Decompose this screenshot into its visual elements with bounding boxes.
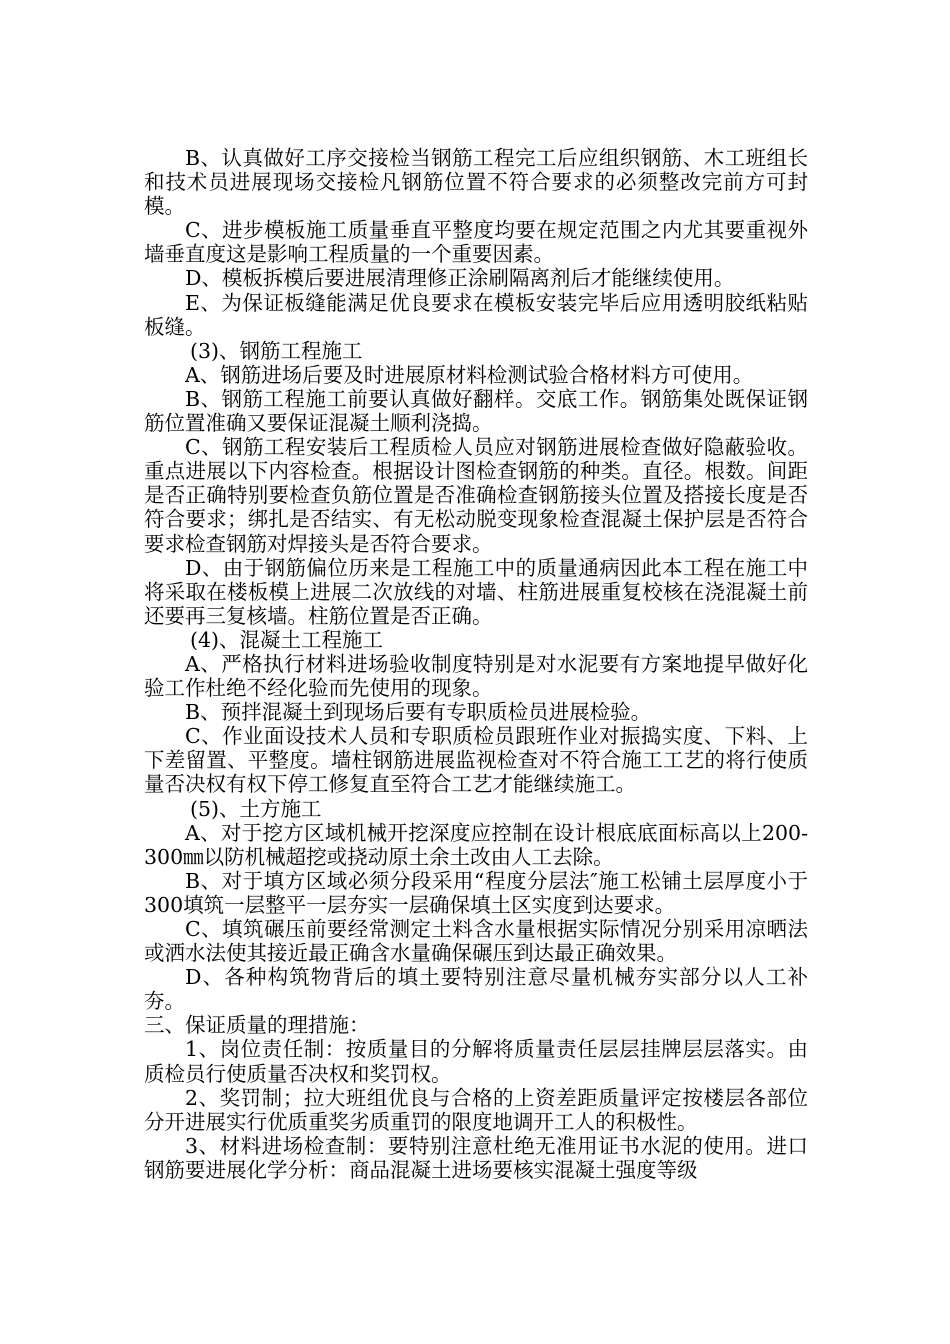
paragraph-b-ready-mix-inspection: B、预拌混凝土到现场后要有专职质检员进展检验。 xyxy=(185,700,652,725)
paragraph-c-onsite-supervision: C、作业面设技术人员和专职质检员跟班作业对振捣实度、下料、上下差留置、平整度。墙柱钢筋进展监视检查对不符合施工工艺的将行使质量否决权有权下停工修复直至符合工艺才能继续施工。 xyxy=(144,724,808,797)
paragraph-a-rebar-arrival: A、钢筋进场后要及时进展原材料检测试验合格材料方可使用。 xyxy=(185,362,754,387)
paragraph-c-compaction: C、填筑碾压前要经常测定土料含水量根据实际情况分别采用凉晒法或洒水法使其接近最正确含水量确保碾压到达最正确效果。 xyxy=(144,917,808,966)
paragraph-d-rebar-offset: D、由于钢筋偏位历来是工程施工中的质量通病因此本工程在施工中将采取在楼板模上进展二次放线的对墙、柱筋进展重复校核在浇混凝土前还要再三复核墙。柱筋位置是否正确。 xyxy=(144,555,808,628)
heading-earthwork: (5)、土方施工 xyxy=(190,796,322,821)
paragraph-b-rebar-layout: B、钢筋工程施工前要认真做好翻样。交底工作。钢筋集处既保证钢筋位置准确又要保证混凝土顺利浇捣。 xyxy=(144,386,808,436)
paragraph-2-reward-penalty: 2、奖罚制；拉大班组优良与合格的上资差距质量评定按楼层各部位分开进展实行优质重奖劣质重罚的限度地调开工人的积极性。 xyxy=(144,1085,808,1134)
paragraph-b-filling: B、对于填方区域必须分段采用“程度分层法″施工松铺土层厚度小于300填筑一层整平一层夯实一层确保填土区实度到达要求。 xyxy=(144,868,808,917)
paragraph-b-handover-inspection: B、认真做好工序交接检当钢筋工程完工后应组织钢筋、木工班组长和技术员进展现场交接检凡钢筋位置不符合要求的必须整改完前方可封模。 xyxy=(144,146,808,219)
heading-rebar-construction: (3)、钢筋工程施工 xyxy=(190,338,363,363)
paragraph-e-board-seams: E、为保证板缝能满足优良要求在模板安装完毕后应用透明胶纸粘贴板缝。 xyxy=(144,290,808,339)
paragraph-3-material-inspection: 3、材料进场检查制：要特别注意杜绝无准用证书水泥的使用。进口钢筋要进展化学分析：商品混凝土进场要核实混凝土强度等级 xyxy=(144,1133,808,1182)
paragraph-a-material-acceptance: A、严格执行材料进场验收制度特别是对水泥要有方案地提早做好化验工作杜绝不经化验而先使用的现象。 xyxy=(144,651,808,701)
paragraph-d-formwork-removal: D、模板拆模后要进展清理修正涂刷隔离剂后才能继续使用。 xyxy=(185,266,735,291)
paragraph-a-excavation: A、对于挖方区域机械开挖深度应控制在设计根底底面标高以上200-300㎜以防机械超挖或挠动原土余土改由人工去除。 xyxy=(144,820,808,869)
paragraph-1-responsibility: 1、岗位责任制：按质量目的分解将质量责任层层挂牌层层落实。由质检员行使质量否决权和奖罚权。 xyxy=(144,1037,808,1086)
paragraph-d-backfill: D、各种构筑物背后的填土要特别注意尽量机械夯实部分以人工补夯。 xyxy=(144,965,808,1014)
heading-concrete-construction: (4)、混凝土工程施工 xyxy=(190,627,384,652)
paragraph-c-formwork-quality: C、进步模板施工质量垂直平整度均要在规定范围之内尤其要重视外墙垂直度这是影响工程质量的一个重要因素。 xyxy=(144,218,808,267)
paragraph-c-rebar-inspection: C、钢筋工程安装后工程质检人员应对钢筋进展检查做好隐蔽验收。重点进展以下内容检查。根据设计图检查钢筋的种类。直径。根数。间距是否正确特别要检查负筋位置是否准确检查钢筋接头位置及搭接长度是否符合要求；绑扎是否结实、有无松动脱变现象检查混凝土保护层是否符合要求检查钢筋对焊接头是否符合要求。 xyxy=(144,435,808,556)
document-body xyxy=(144,146,808,1182)
heading-quality-measures: 三、保证质量的理措施： xyxy=(144,1013,370,1038)
